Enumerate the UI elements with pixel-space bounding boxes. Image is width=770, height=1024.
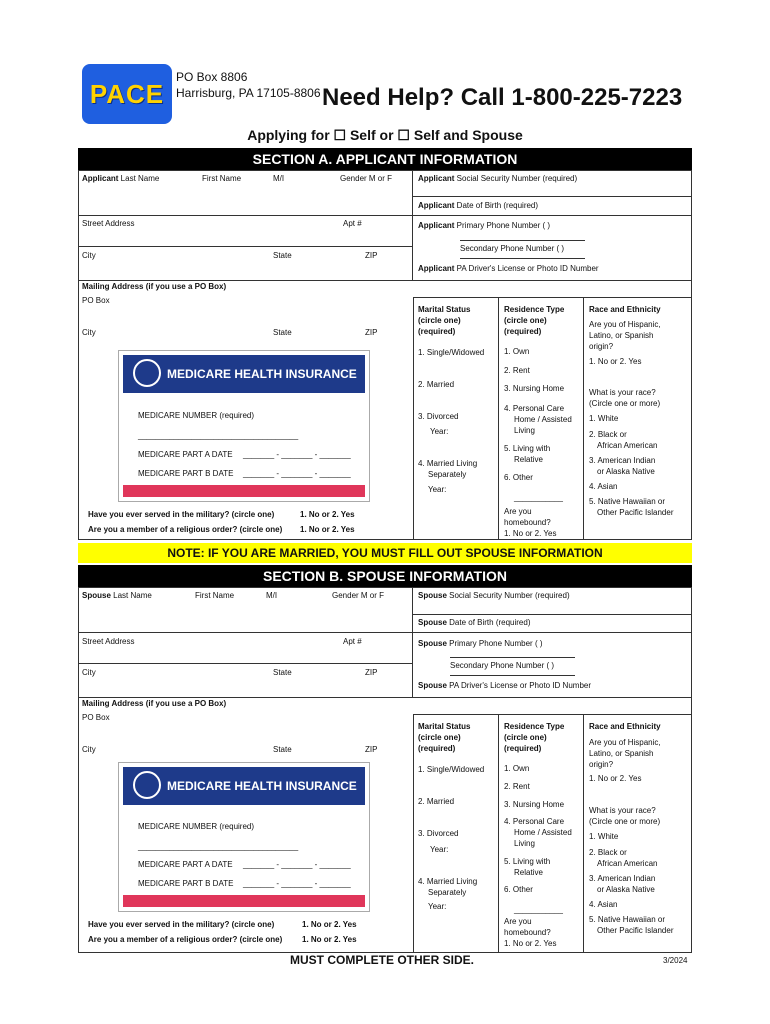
divider xyxy=(78,280,692,281)
marital-head-3: (required) xyxy=(418,327,456,336)
pace-logo-text: PACE xyxy=(89,78,165,109)
race-head: Race and Ethnicity xyxy=(589,305,661,314)
residence-head-3: (required) xyxy=(504,327,542,336)
divider xyxy=(583,714,584,953)
medicare-part-b-line: _______ - _______ - _______ xyxy=(243,879,351,888)
marital-head-2: (circle one) xyxy=(418,316,461,325)
card-stripe xyxy=(123,485,365,497)
primary-phone-label: Applicant Primary Phone Number ( ) xyxy=(418,221,551,230)
race-yn: 1. No or 2. Yes xyxy=(589,357,642,366)
medicare-number-label: MEDICARE NUMBER (required) xyxy=(138,411,255,420)
mailing-zip-label: ZIP xyxy=(365,328,378,337)
divider xyxy=(412,170,413,280)
marital-head-1: Marital Status xyxy=(418,722,471,731)
divider xyxy=(583,297,584,540)
marital-opt-4a: 4. Married Living xyxy=(418,877,478,886)
marital-head-2: (circle one) xyxy=(418,733,461,742)
race-r1: What is your race? xyxy=(589,806,656,815)
race-o3b: or Alaska Native xyxy=(597,467,655,476)
residence-opt-3: 3. Nursing Home xyxy=(504,384,565,393)
dob-label: Spouse Date of Birth (required) xyxy=(418,618,531,627)
race-r1: What is your race? xyxy=(589,388,656,397)
race-head: Race and Ethnicity xyxy=(589,722,661,731)
form-date: 3/2024 xyxy=(663,956,688,965)
applicant-last-name-label: Applicant Last Name xyxy=(82,174,160,183)
section-b-title: SECTION B. SPOUSE INFORMATION xyxy=(78,565,692,587)
military-options: 1. No or 2. Yes xyxy=(302,920,357,929)
apt-label: Apt # xyxy=(343,219,362,228)
medicare-part-a-line: _______ - _______ - _______ xyxy=(243,860,351,869)
section-a-title: SECTION A. APPLICANT INFORMATION xyxy=(78,148,692,170)
divider xyxy=(450,675,575,676)
homebound-2: homebound? xyxy=(504,928,551,937)
homebound-2: homebound? xyxy=(504,518,551,527)
residence-opt-4c: Living xyxy=(514,426,535,435)
divider xyxy=(78,632,413,633)
mailing-address-label: Mailing Address (if you use a PO Box) xyxy=(82,699,227,708)
divider xyxy=(412,196,692,197)
military-question: Have you ever served in the military? (circle one) xyxy=(88,920,275,929)
divider xyxy=(460,258,585,259)
medicare-part-a-line: _______ - _______ - _______ xyxy=(243,450,351,459)
residence-head-3: (required) xyxy=(504,744,542,753)
race-o5b: Other Pacific Islander xyxy=(597,508,674,517)
residence-opt-4a: 4. Personal Care xyxy=(504,404,565,413)
race-o2b: African American xyxy=(597,441,658,450)
race-o4: 4. Asian xyxy=(589,900,618,909)
first-name-label: First Name xyxy=(195,591,235,600)
medicare-card xyxy=(118,762,370,912)
marital-year-2: Year: xyxy=(428,485,447,494)
residence-opt-4c: Living xyxy=(514,839,535,848)
city-label: City xyxy=(82,668,96,677)
mailing-city-label: City xyxy=(82,328,96,337)
divider xyxy=(412,614,692,615)
marital-opt-3: 3. Divorced xyxy=(418,412,459,421)
medicare-part-b-label: MEDICARE PART B DATE xyxy=(138,879,234,888)
primary-phone-label: Spouse Primary Phone Number ( ) xyxy=(418,639,543,648)
mailing-city-label: City xyxy=(82,745,96,754)
marital-opt-3: 3. Divorced xyxy=(418,829,459,838)
religious-question: Are you a member of a religious order? (circle one) xyxy=(88,935,283,944)
zip-label: ZIP xyxy=(365,251,378,260)
marital-year-1: Year: xyxy=(430,845,449,854)
religious-options: 1. No or 2. Yes xyxy=(300,525,355,534)
spouse-last-name-label: Spouse Last Name xyxy=(82,591,152,600)
mi-label: M/I xyxy=(273,174,285,183)
race-o1: 1. White xyxy=(589,832,619,841)
race-q2: Latino, or Spanish xyxy=(589,749,654,758)
medicare-card-header xyxy=(123,355,365,393)
marital-opt-2: 2. Married xyxy=(418,380,455,389)
residence-blank: ___________ xyxy=(514,905,563,914)
military-question: Have you ever served in the military? (circle one) xyxy=(88,510,275,519)
race-r2: (Circle one or more) xyxy=(589,817,661,826)
residence-opt-5b: Relative xyxy=(514,455,543,464)
card-stripe xyxy=(123,895,365,907)
residence-opt-1: 1. Own xyxy=(504,347,530,356)
race-o3b: or Alaska Native xyxy=(597,885,655,894)
race-o2a: 2. Black or xyxy=(589,430,627,439)
homebound-3: 1. No or 2. Yes xyxy=(504,939,557,948)
marital-opt-4a: 4. Married Living xyxy=(418,459,478,468)
residence-opt-5b: Relative xyxy=(514,868,543,877)
residence-head-1: Residence Type xyxy=(504,722,565,731)
divider xyxy=(78,215,413,216)
religious-question: Are you a member of a religious order? (circle one) xyxy=(88,525,283,534)
religious-options: 1. No or 2. Yes xyxy=(302,935,357,944)
marital-opt-1: 1. Single/Widowed xyxy=(418,765,485,774)
dob-label: Applicant Date of Birth (required) xyxy=(418,201,539,210)
apt-label: Apt # xyxy=(343,637,362,646)
residence-opt-2: 2. Rent xyxy=(504,366,530,375)
mailing-state-label: State xyxy=(273,745,292,754)
divider xyxy=(412,632,692,633)
pace-logo xyxy=(82,64,172,124)
race-o3a: 3. American Indian xyxy=(589,874,656,883)
gender-label: Gender M or F xyxy=(340,174,393,183)
medicare-number-label: MEDICARE NUMBER (required) xyxy=(138,822,255,831)
marital-opt-4b: Separately xyxy=(428,888,467,897)
state-label: State xyxy=(273,251,292,260)
residence-blank: ___________ xyxy=(514,493,563,502)
hhs-seal-icon xyxy=(133,771,161,799)
medicare-card-title: MEDICARE HEALTH INSURANCE xyxy=(167,779,357,793)
street-address-label: Street Address xyxy=(82,219,135,228)
race-o4: 4. Asian xyxy=(589,482,618,491)
must-complete-other-side: MUST COMPLETE OTHER SIDE. xyxy=(290,953,475,967)
married-note: NOTE: IF YOU ARE MARRIED, YOU MUST FILL OUT SPOUSE INFORMATION xyxy=(78,543,692,563)
city-label: City xyxy=(82,251,96,260)
homebound-1: Are you xyxy=(504,507,532,516)
residence-head-2: (circle one) xyxy=(504,733,547,742)
divider xyxy=(498,714,499,953)
applying-for-line: Applying for ☐ Self or ☐ Self and Spouse xyxy=(247,127,523,143)
medicare-part-b-line: _______ - _______ - _______ xyxy=(243,469,351,478)
race-o3a: 3. American Indian xyxy=(589,456,656,465)
homebound-3: 1. No or 2. Yes xyxy=(504,529,557,538)
ssn-label: Spouse Social Security Number (required) xyxy=(418,591,570,600)
license-label: Spouse PA Driver's License or Photo ID Number xyxy=(418,681,592,690)
marital-head-3: (required) xyxy=(418,744,456,753)
marital-head-1: Marital Status xyxy=(418,305,471,314)
mailing-address-label: Mailing Address (if you use a PO Box) xyxy=(82,282,227,291)
divider xyxy=(78,246,413,247)
residence-opt-4a: 4. Personal Care xyxy=(504,817,565,826)
race-q1: Are you of Hispanic, xyxy=(589,320,661,329)
race-o1: 1. White xyxy=(589,414,619,423)
medicare-card-title: MEDICARE HEALTH INSURANCE xyxy=(167,367,357,381)
residence-opt-1: 1. Own xyxy=(504,764,530,773)
po-box-label: PO Box xyxy=(82,713,110,722)
mailing-zip-label: ZIP xyxy=(365,745,378,754)
medicare-number-line: ____________________________________ xyxy=(138,842,299,851)
marital-opt-1: 1. Single/Widowed xyxy=(418,348,485,357)
mailing-state-label: State xyxy=(273,328,292,337)
residence-opt-5a: 5. Living with xyxy=(504,444,551,453)
help-phone-heading: Need Help? Call 1-800-225-7223 xyxy=(322,84,683,111)
state-label: State xyxy=(273,668,292,677)
military-options: 1. No or 2. Yes xyxy=(300,510,355,519)
race-q3: origin? xyxy=(589,760,614,769)
address-line-1: PO Box 8806 xyxy=(176,70,248,84)
residence-opt-5a: 5. Living with xyxy=(504,857,551,866)
residence-opt-6: 6. Other xyxy=(504,473,533,482)
medicare-card xyxy=(118,350,370,502)
residence-head-2: (circle one) xyxy=(504,316,547,325)
hhs-seal-icon xyxy=(133,359,161,387)
residence-opt-6: 6. Other xyxy=(504,885,533,894)
divider xyxy=(412,215,692,216)
marital-opt-2: 2. Married xyxy=(418,797,455,806)
race-q2: Latino, or Spanish xyxy=(589,331,654,340)
divider xyxy=(412,587,413,697)
medicare-number-line: ____________________________________ xyxy=(138,431,299,440)
street-address-label: Street Address xyxy=(82,637,135,646)
divider xyxy=(78,663,413,664)
mi-label: M/I xyxy=(266,591,278,600)
race-q3: origin? xyxy=(589,342,614,351)
license-label: Applicant PA Driver's License or Photo ID Number xyxy=(418,264,599,273)
medicare-card-header xyxy=(123,767,365,805)
medicare-part-a-label: MEDICARE PART A DATE xyxy=(138,860,233,869)
race-q1: Are you of Hispanic, xyxy=(589,738,661,747)
marital-opt-4b: Separately xyxy=(428,470,467,479)
address-line-2: Harrisburg, PA 17105-8806 xyxy=(176,86,321,100)
race-o5b: Other Pacific Islander xyxy=(597,926,674,935)
residence-opt-2: 2. Rent xyxy=(504,782,530,791)
zip-label: ZIP xyxy=(365,668,378,677)
race-yn: 1. No or 2. Yes xyxy=(589,774,642,783)
residence-opt-4b: Home / Assisted xyxy=(514,415,572,424)
race-o2b: African American xyxy=(597,859,658,868)
race-o2a: 2. Black or xyxy=(589,848,627,857)
race-o5a: 5. Native Hawaiian or xyxy=(589,497,666,506)
divider xyxy=(78,697,692,698)
marital-year-2: Year: xyxy=(428,902,447,911)
secondary-phone-label: Secondary Phone Number ( ) xyxy=(450,661,555,670)
gender-label: Gender M or F xyxy=(332,591,385,600)
residence-head-1: Residence Type xyxy=(504,305,565,314)
medicare-part-a-label: MEDICARE PART A DATE xyxy=(138,450,233,459)
residence-opt-3: 3. Nursing Home xyxy=(504,800,565,809)
divider xyxy=(450,657,575,658)
divider xyxy=(460,240,585,241)
homebound-1: Are you xyxy=(504,917,532,926)
medicare-part-b-label: MEDICARE PART B DATE xyxy=(138,469,234,478)
first-name-label: First Name xyxy=(202,174,242,183)
divider xyxy=(498,297,499,540)
residence-opt-4b: Home / Assisted xyxy=(514,828,572,837)
secondary-phone-label: Secondary Phone Number ( ) xyxy=(460,244,565,253)
po-box-label: PO Box xyxy=(82,296,110,305)
race-o5a: 5. Native Hawaiian or xyxy=(589,915,666,924)
race-r2: (Circle one or more) xyxy=(589,399,661,408)
marital-year-1: Year: xyxy=(430,427,449,436)
ssn-label: Applicant Social Security Number (required) xyxy=(418,174,578,183)
